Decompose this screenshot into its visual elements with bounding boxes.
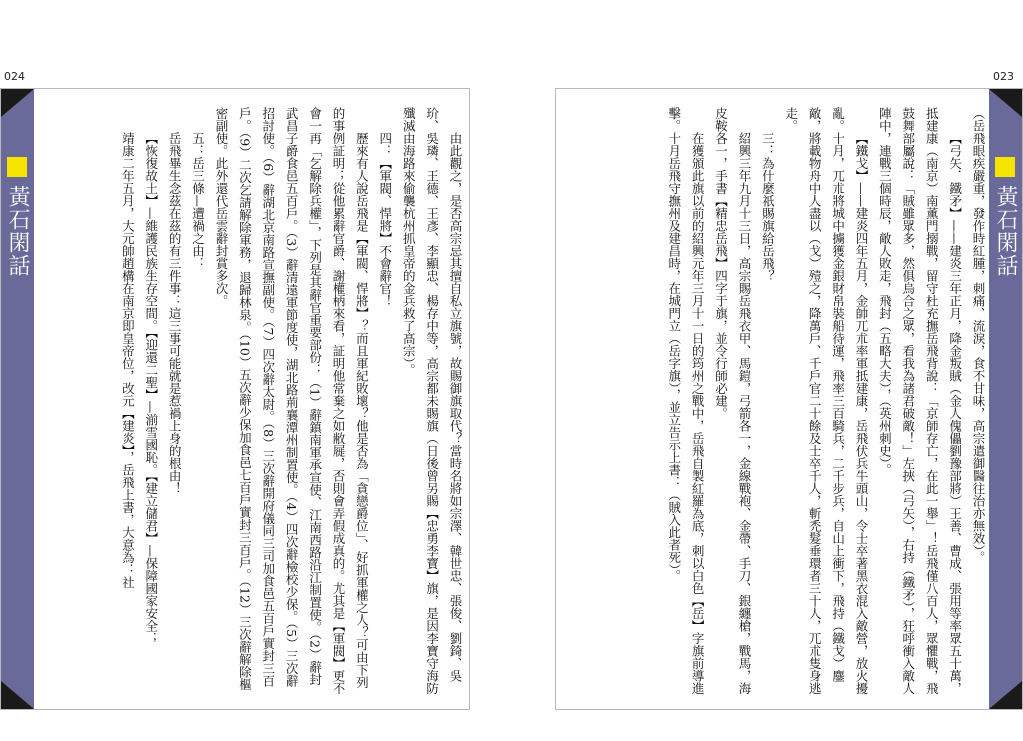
paragraph: 歷來有人說岳飛是【軍閥、悍將】？而且軍紀敗壞？他是否為「貪戀爵位」、好抓軍權之人？可由下列的事例証明；從他累辭官爵、謝權柄來看，証明他常棄之如敝屣，否則會弄假成真的。尤其是【軍閥】更不會一再「乞解除兵權」，下列是其辭官重要部份：（1）辭鎮南軍承宣使、江南西路沿江制置使。（2）辭封武昌子爵食邑五百戶。（3）辭清遠軍節度使，湖北路荊襄潭州制置使。（4）四次辭檢校少保。（5）三次辭招討使。（6）辭湖北京南路宣撫副使。（7）四次辭太尉。（8）三次辭開府儀同三司加食邑五百戶實封三百戶。（9）二次乞請解除軍務，退歸林泉。（10）五次辭少保加食邑七百戶實封三百戶。（12）三次辭解除樞密副使。此外還代岳雲辭封賞多次。 (213, 107, 370, 695)
page-number-right: 023 (993, 70, 1014, 83)
paragraph: 在獲頒此旗以前的紹興元年三月十一日的筠州之戰中，岳飛自製紅羅為底，刺以白色【岳】字旗前導進擊。十月岳飛守撫州及建昌時，在城門立（岳字旗），並立告示上書：（賊入此者死）。 (666, 107, 706, 695)
paragraph: 四：【軍閥、悍將】不會辭官！ (377, 132, 393, 307)
paragraph: 【鐵戈】——建炎四年五月，金帥兀朮率軍抵建康，岳飛伏兵牛頭山，令士卒著黑衣混入敵營，放火擾亂。十月，兀朮將城中擄獲金銀財帛裝船待運，飛率三百騎兵，二千步兵，自山上衝下，飛持（鐵戈）鏖敵，將載物舟中人盡以（戈）殪之，降萬戶、千戶官二十餘及士卒千人，斬禿髮垂環者三十人，兀朮隻身逃走。 (783, 107, 869, 695)
paragraph: 五：岳三條—遭禍之由： (190, 132, 206, 270)
paragraph: 靖康二年五月，大元帥趙構在南京即皇帝位，改元【建炎】，岳飛上書，大意為：社 (120, 132, 136, 589)
tab-corner-top-left (1, 89, 34, 117)
paragraph: 岳飛畢生念茲在茲的有三件事：這三事可能就是惹禍上身的根由！ (167, 132, 183, 495)
right-page (555, 88, 1023, 710)
paragraph: 紹興三年九月十三日，高宗賜岳飛衣甲、馬鎧，弓箭各一，金線戰袍、金帶、手刀、銀纏槍，戰馬，海皮鞍各一，手書【精忠岳飛】四字于旗，並令行師必建。 (713, 107, 752, 695)
paragraph: 由此觀之，是否高宗忌其擅自私立旗號，故賜御旗取代？當時名將如宗澤、韓世忠、張俊、劉錡、吳玠、吳璘、王德、王彥、李顯忠、楊存中等，高宗都未賜旗（日後曾另賜【忠勇李寶】旗，是因李寶守海防殲滅由海路來偷襲杭州抓皇帝的金兵救了高宗）。 (401, 107, 463, 695)
left-page (0, 88, 470, 710)
yellow-square-icon (995, 157, 1015, 177)
page-number-left: 024 (4, 70, 25, 83)
left-page-text (39, 89, 467, 709)
paragraph: 【弓矢．鐵矛】——建炎三年正月，降金叛賊（金人傀儡劉豫部將）王善、曹成、張用等率眾五十萬，抵建康（南京）南薰門搦戰，留守杜充撫岳飛背說：「京師存亡，在此一舉」！岳飛僅八百人，眾懼戰，飛鼓舞部屬說：「賊雖眾多，然俱烏合之眾，看我為諸君破敵！」左挾（弓矢），右持（鐵矛），狂呼衝入敵人陣中，連戰三個時辰，敵人敗走，飛封（五略大夫），（英州刺史）。 (877, 107, 963, 695)
section-title-left: 黃石閑話 (5, 185, 30, 277)
paragraph: 【恢復故土】—維護民族生存空間。【迎還二聖】—湔雪國恥。【建立儲君】—保障國家安全； (143, 132, 159, 645)
tab-corner-top-right (989, 89, 1022, 117)
yellow-square-icon (7, 157, 27, 177)
section-tab-left (1, 89, 34, 709)
tab-corner-bottom-left (1, 681, 34, 709)
section-tab-right (989, 89, 1022, 709)
paragraph: （岳飛眼疾嚴重，發作時紅腫，刺痛、流淚，食不甘味，高宗遣御醫往治亦無效）。 (971, 107, 986, 564)
paragraph: 三：為什麼祇賜旗給岳飛？ (760, 132, 776, 282)
right-page-text (562, 89, 990, 709)
tab-corner-bottom-right (989, 681, 1022, 709)
section-title-right: 黃石閑話 (993, 185, 1018, 277)
